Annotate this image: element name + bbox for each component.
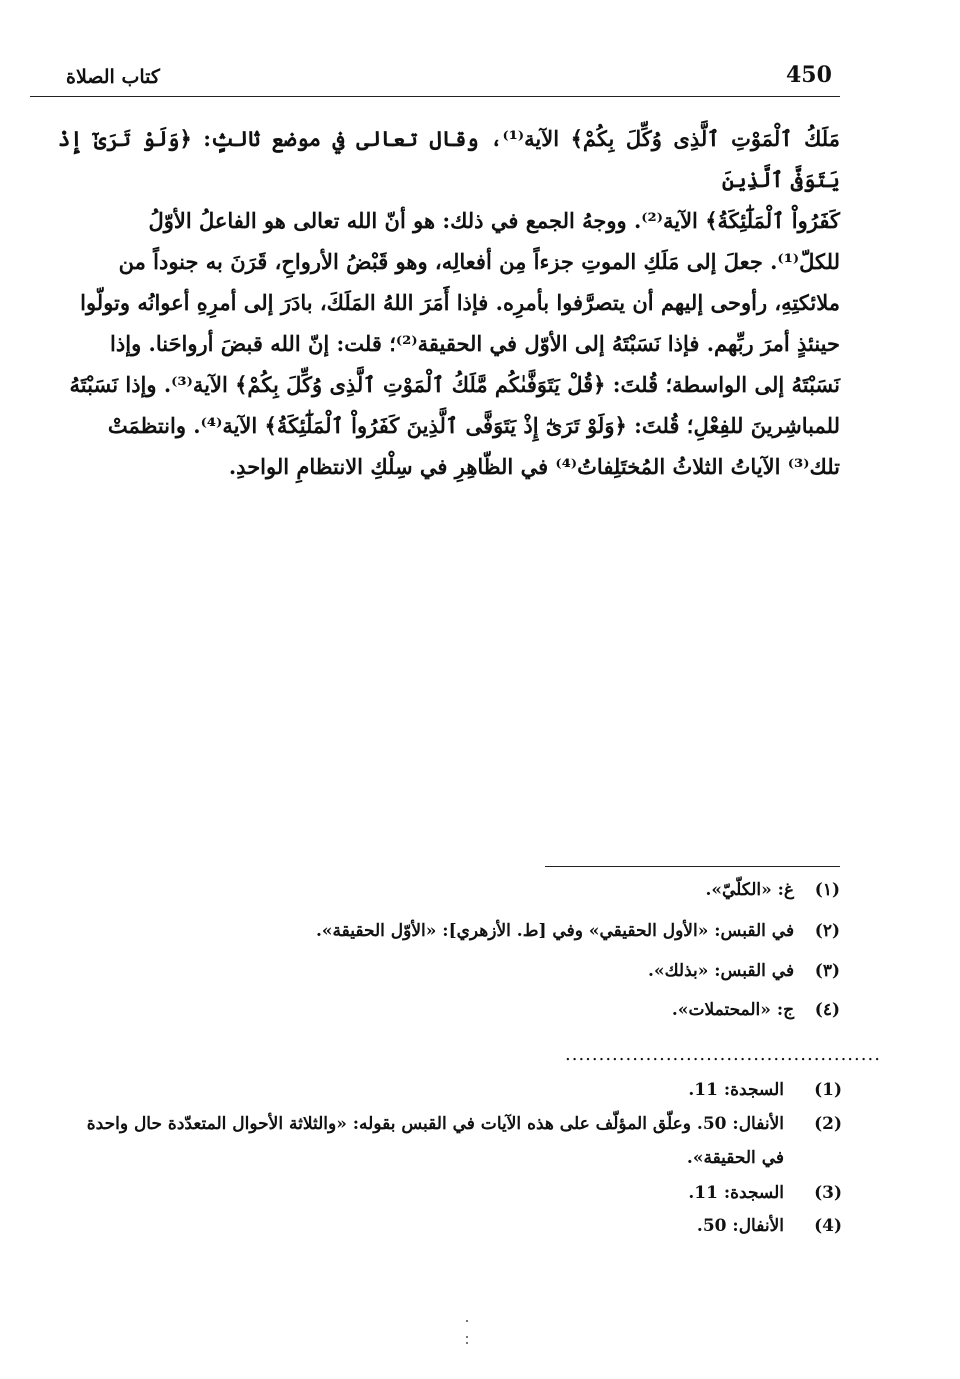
footnote-text: الأنفال: 50. وعلّق المؤلّف على هذه الآيات في القبس بقوله: «والثلاثة الأحوال المتعدّدة حال واحدة في الحقيقة». [86,1114,784,1168]
footnote-number: (٢) [814,921,840,941]
page-header [30,60,840,97]
footnote-number: (3) [814,1183,842,1203]
footnote-number: (4) [814,1216,842,1236]
text-line: نَسَبْتَهُ إلى الواسطة؛ قُلتَ: ﴿قُلْ يَتَوَفَّىٰكُم مَّلَكُ ٱلْمَوْتِ ٱلَّذِى وُكِّلَ بِكُمْ﴾ الآية⁽³⁾. وإذا نَسَبْتَهُ [69,372,840,397]
text-line: للكلّ⁽¹⁾. جعلَ إلى مَلَكِ الموتِ جزءاً مِن أفعالِه، وهو قَبْضُ الأرواحِ، قَرَنَ به جنوداً من [118,249,840,274]
scan-speck [466,1320,468,1322]
text-line: ملائكتِهِ، رأوحى إليهم أن يتصرَّفوا بأمرِه. فإذا أَمَرَ اللهُ المَلَكَ، بادَرَ إلى أمرِهِ أعوانُه وتولّوا [80,290,840,315]
footnote-text: في القبس: «بذلك». [648,961,795,981]
main-text [58,118,840,487]
footnote-text: غ: «الكلّيّ». [705,880,795,900]
footnote-text: السجدة: 11. [688,1080,784,1100]
footnote-verse [102,1073,842,1107]
page-number: 450 [786,62,832,88]
footnote-number: (2) [814,1114,842,1134]
footnote-manuscript [648,961,840,981]
footnote-manuscript [705,880,840,900]
footnote-verse [72,1107,842,1175]
footnote-text: في القبس: «الأول الحقيقي» وفي [ط. الأزهري]: «الأوّل الحقيقة». [315,921,795,941]
footnote-number: (٤) [814,1000,840,1020]
footnote-verse [102,1209,842,1243]
footnote-number: (1) [814,1080,842,1100]
footnote-manuscript [672,1000,840,1020]
text-line: مَلَكُ ٱلْمَوْتِ ٱلَّذِى وُكِّلَ بِكُمْ﴾ الآية⁽¹⁾، وقال تعالى في موضع ثالثٍ: ﴿وَلَوْ تَرَىٰٓ إِذْ يَتَوَفَّى ٱلَّذِينَ [58,126,840,192]
footnote-text: ج: «المحتملات». [671,1000,795,1020]
text-line: كَفَرُواْ ٱلْمَلَٰٓئِكَةُ﴾ الآية⁽²⁾. ووجهُ الجمع في ذلك: هو أنّ الله تعالى هو الفاعلُ الأوّلُ [148,208,840,233]
text-line: للمباشِرينَ للفِعْلِ؛ قُلتَ: ﴿وَلَوْ تَرَىٰٓ إِذْ يَتَوَفَّى ٱلَّذِينَ كَفَرُواْ ٱلْمَلَٰٓئِكَةُ﴾ الآية⁽⁴⁾. وانتظمَتْ [107,413,840,438]
dotted-separator: ............................................... [565,1044,881,1065]
footnote-manuscript [316,921,840,941]
footnote-rule [545,866,840,867]
text-line: حينئذٍ أمرَ ربِّهم. فإذا نَسَبْتَهُ إلى الأوّل في الحقيقة⁽²⁾؛ قلت: إنّ الله قبضَ أرواحَنا. وإذا [110,331,840,356]
running-title: كتاب الصلاة [66,66,160,88]
footnote-text: الأنفال: 50. [696,1216,784,1236]
text-line: تلك⁽³⁾ الآياتُ الثلاثُ المُختَلِفاتُ⁽⁴⁾ في الظّاهِرِ في سِلْكِ الانتظامِ الواحدِ. [228,454,840,479]
scan-speck [466,1342,468,1344]
footnote-number: (١) [814,880,840,900]
scan-speck [466,1336,468,1338]
footnote-number: (٣) [814,961,840,981]
footnote-verse [102,1176,842,1210]
footnote-text: السجدة: 11. [688,1183,784,1203]
